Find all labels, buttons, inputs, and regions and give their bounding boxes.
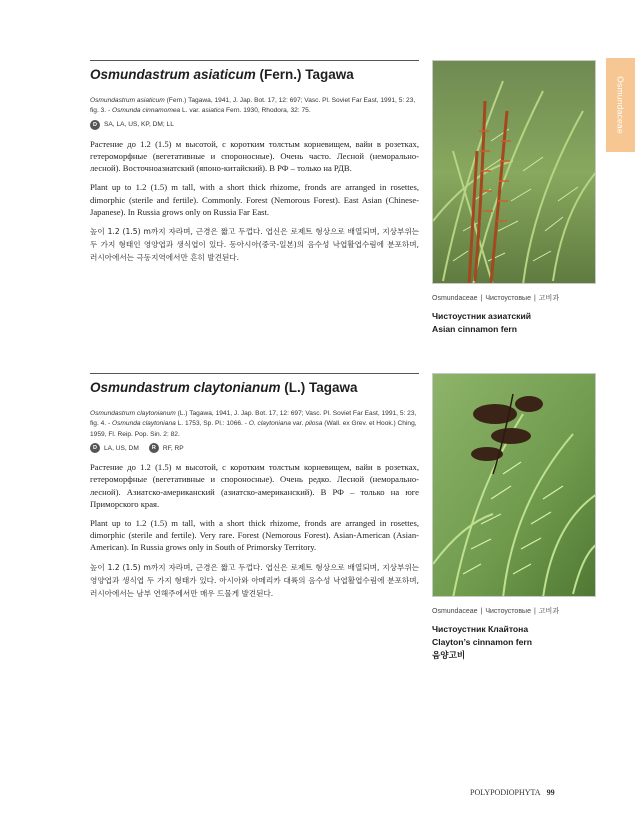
citation-run: (Wall. ex Grev. et Hook.) Ching, 1959, Fl. Reip. Pop. Sin. 2: 82.: [90, 420, 417, 438]
distribution-status: [90, 120, 419, 130]
common-name-ru: Чистоустник азиатский: [432, 311, 532, 321]
section-name: POLYPODIOPHYTA: [470, 788, 541, 797]
status-regions: LA, US, DM: [104, 444, 139, 452]
species-photo: [432, 60, 596, 284]
nomenclature-citation: [90, 409, 419, 440]
description-en: Plant up to 1.2 (1.5) m tall, with a short thick rhizome, fronds are arranged in rosettes, dimorphic (sterile and fertile). Very rare. Forest (Nemorous Forest). Asian-American (Asian-American). In Russia grows only in South of Primorsky Territory.: [90, 518, 419, 553]
citation-run: Osmunda cinnamomea: [112, 107, 181, 115]
citation-run: pilosa: [305, 420, 323, 428]
description-ru: Растение до 1.2 (1.5) м высотой, с коротким толстым корневищем, вайи в розетках, гетероморфные (вегетативные и спороносные). Очень часто. Лесной (неморально-лесной). Восточноазиатский (японо-китайский). В РФ – только на РДВ.: [90, 138, 419, 174]
species-title: Osmundastrum asiaticum (Fern.) Tagawa: [90, 67, 354, 82]
section-tab: [606, 58, 635, 152]
page-footer: [470, 788, 555, 797]
citation-run: Osmundastrum claytonianum: [90, 410, 176, 417]
distribution-status: [90, 443, 419, 453]
species-photo: [432, 373, 596, 597]
description-ru: Растение до 1.2 (1.5) м высотой, с коротким толстым корневищем, вайи в розетках, гетероморфные (вегетативные и спороносные). Очень редко. Лесной (неморально-лесной). Азиатско-американский (азиатско-американский). В РФ – только на юге Приморского края.: [90, 462, 419, 509]
title-rule: [90, 60, 419, 61]
citation-run: L. var.: [180, 107, 202, 115]
common-name-ru: Чистоустник Клайтона: [432, 624, 529, 634]
description-kr: 높이 1.2 (1.5) m까지 자라며, 근경은 짧고 두껍다. 엽신은 로제트 형상으로 배열되며, 지상부위는 영양엽과 생식엽 두 가지 형태가 있다. 아시아와 아메리카 대륙의 음수성 낙엽활엽수림에 분포하며, 러시아에서는 남부 연해주에서만 매우 드물게 발견된다.: [90, 562, 419, 598]
common-name-kr: 음양고비: [432, 650, 466, 660]
common-names: [432, 623, 532, 662]
citation-run: Fern. 1930, Rhodora, 32: 75.: [224, 107, 311, 115]
nomenclature-citation: [90, 96, 419, 117]
description-en: Plant up to 1.2 (1.5) m tall, with a short thick rhizome, fronds are arranged in rosettes, dimorphic (sterile and fertile). Commonly. Forest (Nemorous Forest). East Asian (Chinese-Japanese). In Russia grows only on Russia Far East.: [90, 182, 419, 217]
citation-run: Osmundastrum asiaticum: [90, 97, 165, 104]
species-entry: [90, 373, 419, 607]
status-badge: D: [90, 120, 100, 130]
citation-run: L. 1753, Sp. Pl.: 1066. -: [175, 420, 249, 428]
page-number: 99: [546, 788, 555, 797]
common-name-en: Clayton’s cinnamon fern: [432, 637, 532, 647]
title-rule: [90, 373, 419, 374]
status-badge: D: [90, 443, 100, 453]
citation-run: (L.) Tagawa, 1941, J. Jap. Bot. 17, 12: 697; Vasc. Pl. Soviet Far East, 1991, 5: 23, fig. 4. -: [90, 410, 417, 428]
citation-run: (Fern.) Tagawa, 1941, J. Jap. Bot. 17, 12: 697; Vasc. Pl. Soviet Far East, 1991, 5: 23, fig. 3. -: [90, 97, 416, 115]
status-regions: SA, LA, US, KP, DM; LL: [104, 121, 174, 129]
section-tab-label: Osmundaceae: [615, 76, 626, 134]
status-regions: RF, RP: [162, 444, 184, 452]
species-title: Osmundastrum claytonianum (L.) Tagawa: [90, 380, 358, 395]
common-names: [432, 310, 531, 336]
status-badge: R: [149, 443, 159, 453]
common-name-en: Asian cinnamon fern: [432, 324, 517, 334]
family-line: Osmundaceae | Чистоустовые | 고비과: [432, 608, 560, 615]
family-line: Osmundaceae | Чистоустовые | 고비과: [432, 295, 560, 302]
citation-run: Osmunda claytoniana: [112, 420, 176, 428]
citation-run: var.: [290, 420, 306, 428]
citation-run: O. claytoniana: [248, 420, 291, 428]
citation-run: asiatica: [201, 107, 225, 115]
species-entry: [90, 60, 419, 271]
description-kr: 높이 1.2 (1.5) m까지 자라며, 근경은 짧고 두껍다. 엽신은 로제트 형상으로 배열되며, 지상부위는 두 가지 형태인 영양엽과 생식엽이 있다. 동아시아(중국-일본)의 음수성 낙엽활엽수림에 분포하며, 러시아에서는 극동지역에서만 흔히 발견된다.: [90, 227, 419, 263]
